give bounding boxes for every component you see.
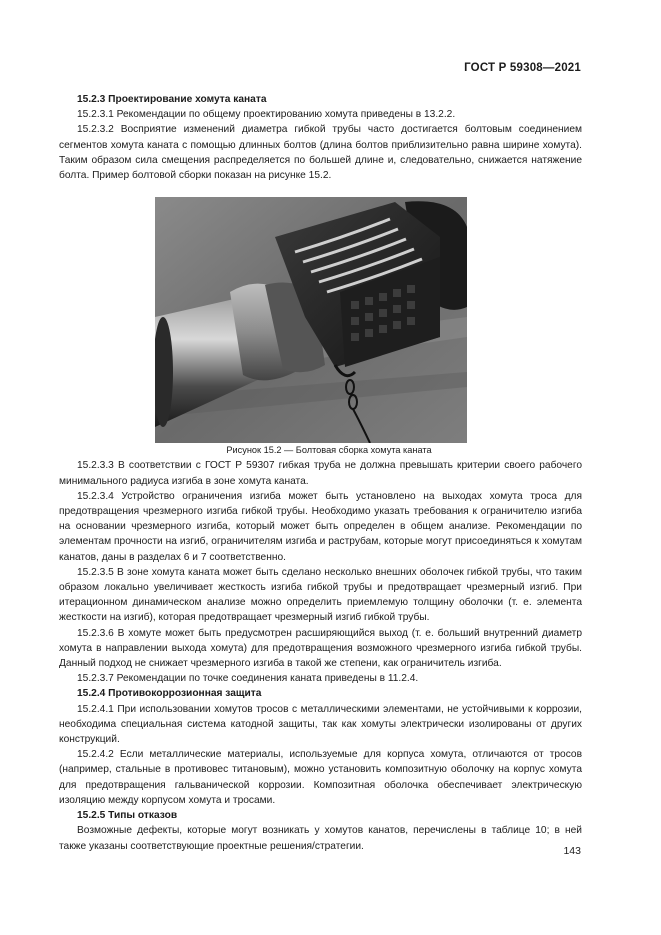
paragraph-15-2-3-6: 15.2.3.6 В хомуте может быть предусмотрен расширяющийся выход (т. е. больший внутренний диаметр хомута в направлении выхода хомута) для предотвращения возможного чрезмерного изгиба гибкой трубы. Данный подход не снижает чрезмерного изгиба в такой же степени, как ограничитель изгиба. <box>59 627 582 670</box>
paragraph-15-2-3-1: 15.2.3.1 Рекомендации по общему проектированию хомута приведены в 13.2.2. <box>77 109 456 121</box>
paragraph-15-2-3-7: 15.2.3.7 Рекомендации по точке соединения каната приведены в 11.2.4. <box>77 673 419 685</box>
paragraph-15-2-3-2: 15.2.3.2 Восприятие изменений диаметра гибкой трубы часто достигается болтовым соединением сегментов хомута каната с помощью длинных болтов (длина болтов приблизительно равна ширине хомута). Таким образом сила смещения распределяется по большей длине и, следовательно, снижается натяжение болта. Пример болтовой сборки показан на рисунке 15.2. <box>59 124 582 182</box>
paragraph-15-2-4-1: 15.2.4.1 При использовании хомутов тросов с металлическими элементами, не устойчивыми к коррозии, необходима специальная система катодной защиты, так как хомуты электрически изолированы от других конструкций. <box>59 703 582 746</box>
document-code: ГОСТ Р 59308—2021 <box>464 62 581 74</box>
section-heading-15-2-3: 15.2.3 Проектирование хомута каната <box>77 94 267 105</box>
bolted-clamp-photo <box>155 197 467 443</box>
paragraph-15-2-3-4: 15.2.3.4 Устройство ограничения изгиба может быть установлено на выходах хомута троса для предотвращения чрезмерного изгиба гибкой трубы. Необходимо указать требования к ограничителю изгиба на основании чрезмерного изгиба, который может быть определен в общем анализе. Рекомендации по элементам прочности на изгиб, ограничителям изгиба и раструбам, которые могут присоединяться к хомутам канатов, даны в разделах 6 и 7 соответственно. <box>59 490 582 563</box>
paragraph-15-2-3-3: 15.2.3.3 В соответствии с ГОСТ Р 59307 гибкая труба не должна превышать критерии своего рабочего минимального радиуса изгиба в зоне хомута каната. <box>59 460 582 487</box>
figure-caption: Рисунок 15.2 — Болтовая сборка хомута каната <box>226 445 432 456</box>
figure-15-2 <box>59 197 581 458</box>
section-heading-15-2-4: 15.2.4 Противокоррозионная защита <box>77 688 262 700</box>
page-number: 143 <box>563 845 581 857</box>
paragraph-15-2-5: Возможные дефекты, которые могут возникать у хомутов канатов, перечислены в таблице 10; в ней также указаны соответствующие проектные решения/стратегии. <box>59 825 582 852</box>
page-body <box>59 92 582 854</box>
paragraph-15-2-3-5: 15.2.3.5 В зоне хомута каната может быть сделано несколько внешних оболочек гибкой трубы, что таким образом локально увеличивает жесткость изгиба гибкой трубы и предотвращает чрезмерный изгиб. При итерационном динамическом анализе можно определить приемлемую толщину оболочки (т. е. элемента жесткости на изгиб), которая предотвращает чрезмерный изгиб гибкой трубы. <box>59 566 582 624</box>
paragraph-15-2-4-2: 15.2.4.2 Если металлические материалы, используемые для корпуса хомута, отличаются от тросов (например, стальные в противовес титановым), можно установить композитную оболочку на корпус хомута для предотвращения гальванической коррозии. Композитная оболочка обеспечивает электрическую изоляцию между корпусом хомута и тросами. <box>59 749 582 806</box>
section-heading-15-2-5: 15.2.5 Типы отказов <box>77 810 178 822</box>
